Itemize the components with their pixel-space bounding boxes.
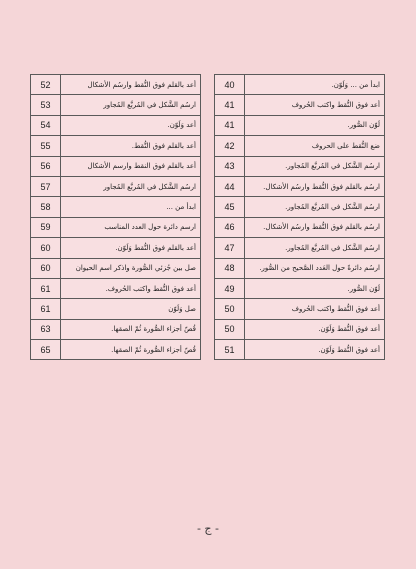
lesson-title: أعد وَلَوّن. bbox=[61, 115, 201, 135]
page-number: 49 bbox=[215, 278, 245, 298]
table-row bbox=[215, 278, 385, 298]
table-row bbox=[215, 319, 385, 339]
table-row bbox=[215, 75, 385, 95]
table-row bbox=[215, 217, 385, 237]
page-number: 47 bbox=[215, 238, 245, 258]
table-row bbox=[31, 340, 201, 360]
page-number: 63 bbox=[31, 319, 61, 339]
page-number: 50 bbox=[215, 299, 245, 319]
lesson-title: أعد فوق النُّقط وَلَوّن. bbox=[245, 319, 385, 339]
page-number: 44 bbox=[215, 176, 245, 196]
table-row bbox=[31, 278, 201, 298]
page-number: 41 bbox=[215, 95, 245, 115]
page-number: 65 bbox=[31, 340, 61, 360]
table-row bbox=[31, 115, 201, 135]
lesson-title: ابدأ من ... bbox=[61, 197, 201, 217]
page-number: 60 bbox=[31, 258, 61, 278]
lesson-title: ارسُم الشَّكل في المُربَّع المُجاور. bbox=[245, 197, 385, 217]
table-row bbox=[215, 136, 385, 156]
lesson-title: قُصّ أجزاء الصُّورة ثُمّ الصقها. bbox=[61, 319, 201, 339]
page-number: 56 bbox=[31, 156, 61, 176]
table-row bbox=[31, 156, 201, 176]
lesson-title: أعد بالقلم فوق النقط وارسم الأشكال bbox=[61, 156, 201, 176]
table-row bbox=[215, 299, 385, 319]
table-row bbox=[31, 75, 201, 95]
lesson-title: أعد فوق النُّقط واكتب الحُروف bbox=[245, 299, 385, 319]
page-number: 43 bbox=[215, 156, 245, 176]
page-number: 46 bbox=[215, 217, 245, 237]
page-number: 41 bbox=[215, 115, 245, 135]
page-number: 50 bbox=[215, 319, 245, 339]
lesson-title: صل بين جُزئي الصُّورة واذكر اسم الحيوان bbox=[61, 258, 201, 278]
page-number: 61 bbox=[31, 278, 61, 298]
table-row bbox=[215, 197, 385, 217]
page-number: 51 bbox=[215, 340, 245, 360]
table-row bbox=[31, 319, 201, 339]
lesson-title: قُصّ أجزاء الصُّورة ثُمّ الصقها. bbox=[61, 340, 201, 360]
table-row bbox=[31, 299, 201, 319]
table-row bbox=[215, 115, 385, 135]
lesson-title: أعد فوق النُّقط واكتب الحُروف bbox=[245, 95, 385, 115]
page-number: 45 bbox=[215, 197, 245, 217]
page-number: 59 bbox=[31, 217, 61, 237]
page-number: 57 bbox=[31, 176, 61, 196]
table-row bbox=[31, 238, 201, 258]
lesson-title: أعد فوق النُّقط وَلَوّن. bbox=[245, 340, 385, 360]
lesson-title: ارسُم الشَّكل في المُربَّع المُجاور. bbox=[245, 238, 385, 258]
lesson-title: أعد فوق النُّقط واكتب الحُروف. bbox=[61, 278, 201, 298]
page-number: 52 bbox=[31, 75, 61, 95]
lesson-title: ارسُم الشَّكل في المُربَّع المُجاور bbox=[61, 95, 201, 115]
lesson-title: ارسُم دائرةً حول العَدد الصَّحيح من الصُّور. bbox=[245, 258, 385, 278]
lesson-title: ضع النُّقط على الحروف bbox=[245, 136, 385, 156]
table-row bbox=[215, 238, 385, 258]
table-row bbox=[215, 340, 385, 360]
lesson-title: أعد بالقلم فوق النُّقط. bbox=[61, 136, 201, 156]
page-marker: - ج - bbox=[196, 522, 220, 535]
table-row bbox=[215, 258, 385, 278]
lesson-title: ابدأ من ... وَلَوّن. bbox=[245, 75, 385, 95]
lesson-title: ارسُم بالقلم فوق النُّقط وارسُم الأشكال. bbox=[245, 176, 385, 196]
page-number: 40 bbox=[215, 75, 245, 95]
contents-table-right bbox=[214, 74, 385, 360]
table-row bbox=[31, 197, 201, 217]
contents-table-left bbox=[30, 74, 201, 360]
page-number: 55 bbox=[31, 136, 61, 156]
page-number: 48 bbox=[215, 258, 245, 278]
page-number: 60 bbox=[31, 238, 61, 258]
lesson-title: ارسُم بالقلم فوق النُّقط وارسُم الأشكال. bbox=[245, 217, 385, 237]
table-row bbox=[31, 136, 201, 156]
table-row bbox=[215, 156, 385, 176]
table-row bbox=[31, 95, 201, 115]
page-number: 58 bbox=[31, 197, 61, 217]
page-number: 54 bbox=[31, 115, 61, 135]
lesson-title: ارسُم الشَّكل في المُربَّع المُجاور. bbox=[245, 156, 385, 176]
lesson-title: صل وَلَوّن bbox=[61, 299, 201, 319]
table-row bbox=[31, 176, 201, 196]
lesson-title: ارسم دائرة حول العدد المناسب bbox=[61, 217, 201, 237]
lesson-title: ارسُم الشَّكل في المُربَّع المُجاور bbox=[61, 176, 201, 196]
lesson-title: أعد بالقلم فوق النُّقط وارسُم الأشكال bbox=[61, 75, 201, 95]
page-number: 53 bbox=[31, 95, 61, 115]
lesson-title: لَوّن الصُّور. bbox=[245, 278, 385, 298]
table-row bbox=[215, 95, 385, 115]
lesson-title: أعد بالقلم فوق النُّقط وَلَوّن. bbox=[61, 238, 201, 258]
table-row bbox=[31, 217, 201, 237]
table-row bbox=[215, 176, 385, 196]
page-number: 42 bbox=[215, 136, 245, 156]
page-number: 61 bbox=[31, 299, 61, 319]
lesson-title: لَوّن الصُّور. bbox=[245, 115, 385, 135]
table-row bbox=[31, 258, 201, 278]
